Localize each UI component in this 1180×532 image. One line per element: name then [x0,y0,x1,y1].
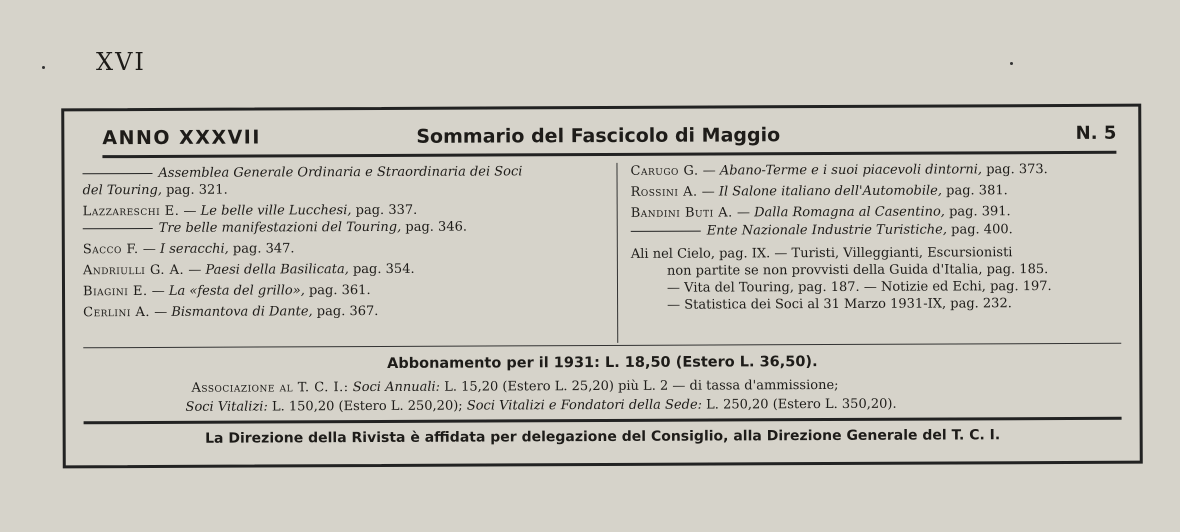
column-divider [616,163,618,343]
ditto-line [83,173,153,174]
summary-title: Sommario del Fascicolo di Maggio [416,124,781,148]
year-label: ANNO XXXVII [102,126,261,150]
misc-line-4: — Statistica dei Soci al 31 Marzo 1931-IX, pag. 232. [667,296,1012,313]
summary-header [64,121,1138,156]
entry-carugo: Carugo G. — Abano-Terme e i suoi piacevoli dintorni, pag. 373. [630,162,1048,179]
left-column [82,163,609,325]
entry-cerlini: Cerlini A. — Bismantova di Dante, pag. 367. [83,303,379,321]
entry-sacco: Sacco F. — I seracchi, pag. 347. [82,241,295,258]
speck [1010,62,1013,65]
bottom-rule [84,417,1122,425]
misc-line-3: — Vita del Touring, pag. 187. — Notizie ed Echi, pag. 197. [666,279,1052,296]
entry-rossini: Rossini A. — Il Salone italiano dell'Automobile, pag. 381. [630,183,1008,200]
ditto-line [631,231,701,232]
entry-assemblea: Assemblea Generale Ordinaria e Straordinaria dei Soci del Touring, pag. 321. [82,164,523,199]
speck [42,66,45,69]
entry-andriulli: Andriulli G. A. — Paesi della Basilicata, pag. 354. [82,261,415,279]
footer-note: La Direzione della Rivista è affidata per delegazione del Consiglio, alla Direzione Generale del T. C. I. [205,427,1001,447]
misc-line-2: non partite se non provvisti della Guida d'Italia, pag. 185. [666,262,1049,279]
subscription-price: Abbonamento per il 1931: L. 18,50 (Estero L. 36,50). [387,354,818,372]
entry-bandini-buti: Bandini Buti A. — Dalla Romagna al Casentino, pag. 391. [630,204,1011,221]
association-fees: Associazione al T. C. I.: Soci Annuali: L. 15,20 (Estero L. 25,20) più L. 2 — di tassa d'ammissione; Soci Vitalizi: L. 150,20 (Estero L. 250,20); Soci Vitalizi e Fondatori della Sede: L. 250,20 (Estero L. 350,20). [185,377,897,415]
entry-enit: Ente Nazionale Industrie Turistiche, pag. 400. [631,221,1131,240]
issue-number: N. 5 [1075,122,1117,144]
summary-box [61,104,1143,469]
page-number: XVI [96,48,146,76]
entry-manifestazioni: Tre belle manifestazioni del Touring, pag. 346. [83,218,609,237]
right-column [630,161,1131,314]
contents-columns [64,161,1139,346]
entry-biagini: Biagini E. — La «festa del grillo», pag. 361. [82,283,371,300]
ditto-line [83,228,153,229]
misc-line-1: Ali nel Cielo, pag. IX. — Turisti, Villeggianti, Escursionisti [630,245,1013,262]
entry-lazzareschi: Lazzareschi E. — Le belle ville Lucchesi, pag. 337. [82,202,418,220]
